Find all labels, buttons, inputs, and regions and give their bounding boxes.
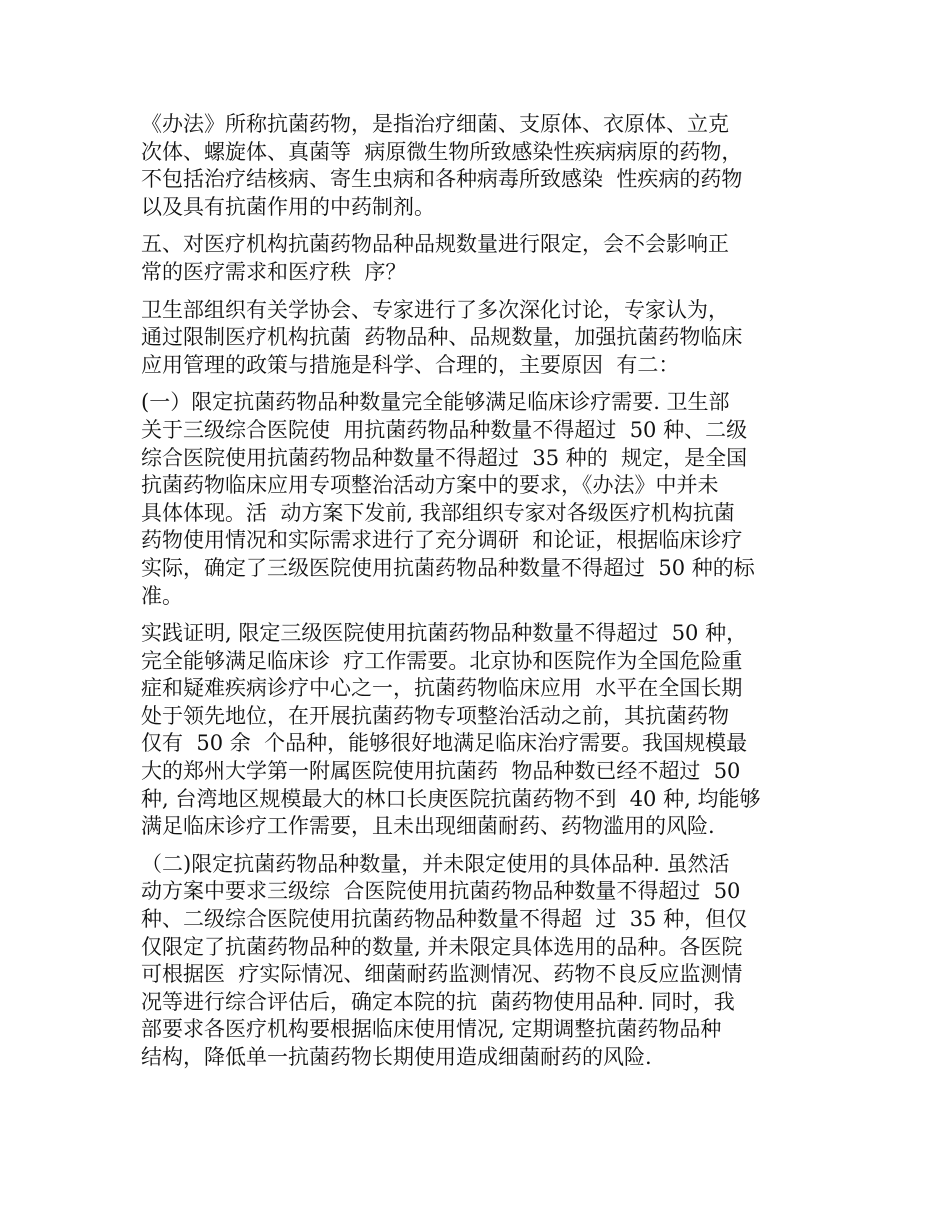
text-line: （二)限定抗菌药物品种数量，并未限定使用的具体品种. 虽然活 [141, 851, 730, 876]
paragraph-definition [141, 111, 813, 221]
document-body [141, 111, 813, 1082]
text-line: 处于领先地位，在开展抗菌药物专项整治活动之前，其抗菌药物 [141, 703, 729, 728]
text-line: 以及具有抗菌作用的中药制剂。 [141, 194, 435, 219]
text-line: 《办法》所称抗菌药物，是指治疗细菌、支原体、衣原体、立克 [141, 112, 729, 136]
text-line: 抗菌药物临床应用专项整治活动方案中的要求，《办法》中并未 [141, 473, 719, 498]
text-line: 满足临床诊疗工作需要，且未出现细菌耐药、药物滥用的风险. [141, 814, 715, 839]
section-heading-question [141, 231, 813, 286]
text-line: 实践证明, 限定三级医院使用抗菌药物品种数量不得超过 50 种， [141, 621, 748, 646]
text-line: 可根据医 疗实际情况、细菌耐药监测情况、药物不良反应监测情 [141, 962, 743, 987]
text-line: 五、对医疗机构抗菌药物品种品规数量进行限定，会不会影响正 [141, 232, 729, 257]
text-line: 部要求各医疗机构要根据临床使用情况, 定期调整抗菌药物品种 [141, 1017, 722, 1042]
text-line: 综合医院使用抗菌药物品种数量不得超过 35 种的 规定，是全国 [141, 445, 748, 470]
text-line: 种, 台湾地区规模最大的林口长庚医院抗菌药物不到 40 种, 均能够 [141, 786, 761, 811]
text-line: 实际，确定了三级医院使用抗菌药物品种数量不得超过 50 种的标 [141, 555, 755, 580]
paragraph-practice-evidence [141, 620, 813, 841]
text-line: 症和疑难疾病诊疗中心之一，抗菌药物临床应用 水平在全国长期 [141, 676, 743, 701]
text-line: 常的医疗需求和医疗秩 序？ [141, 259, 407, 284]
text-line: 仅有 50 余 个品种，能够很好地满足临床治疗需要。我国规模最 [141, 731, 748, 756]
text-line: 通过限制医疗机构抗菌 药物品种、品规数量，加强抗菌药物临床 [141, 325, 743, 350]
text-line: 结构，降低单一抗菌药物长期使用造成细菌耐药的风险. [141, 1045, 652, 1069]
text-line: 种、二级综合医院使用抗菌药物品种数量不得超 过 35 种，但仅 [141, 907, 748, 932]
text-line: 况等进行综合评估后，确定本院的抗 菌药物使用品种. 同时，我 [141, 989, 735, 1014]
paragraph-expert-opinion [141, 297, 813, 380]
text-line: 大的郑州大学第一附属医院使用抗菌药 物品种数已经不超过 50 [141, 759, 741, 784]
text-line: 不包括治疗结核病、寄生虫病和各种病毒所致感染 性疾病的药物 [141, 167, 743, 192]
text-line: 仅限定了抗菌药物品种的数量, 并未限定具体选用的品种。各医院 [141, 934, 743, 959]
text-line: 具体体现。活 动方案下发前, 我部组织专家对各级医疗机构抗菌 [141, 500, 735, 525]
text-line: 药物使用情况和实际需求进行了充分调研 和论证，根据临床诊疗 [141, 528, 743, 553]
text-line: 应用管理的政策与措施是科学、合理的，主要原因 有二： [141, 352, 680, 377]
paragraph-reason-two [141, 851, 813, 1072]
text-line: 准。 [141, 583, 183, 608]
text-line: 动方案中要求三级综 合医院使用抗菌药物品种数量不得超过 50 [141, 879, 741, 904]
text-line: 完全能够满足临床诊 疗工作需要。北京协和医院作为全国危险重 [141, 648, 743, 673]
text-line: 次体、螺旋体、真菌等 病原微生物所致感染性疾病病原的药物， [141, 139, 743, 164]
text-line: 卫生部组织有关学协会、专家进行了多次深化讨论，专家认为， [141, 297, 729, 322]
text-line: 关于三级综合医院使 用抗菌药物品种数量不得超过 50 种、二级 [141, 417, 748, 442]
text-line: (一）限定抗菌药物品种数量完全能够满足临床诊疗需要. 卫生部 [141, 390, 730, 415]
paragraph-reason-one [141, 389, 813, 610]
